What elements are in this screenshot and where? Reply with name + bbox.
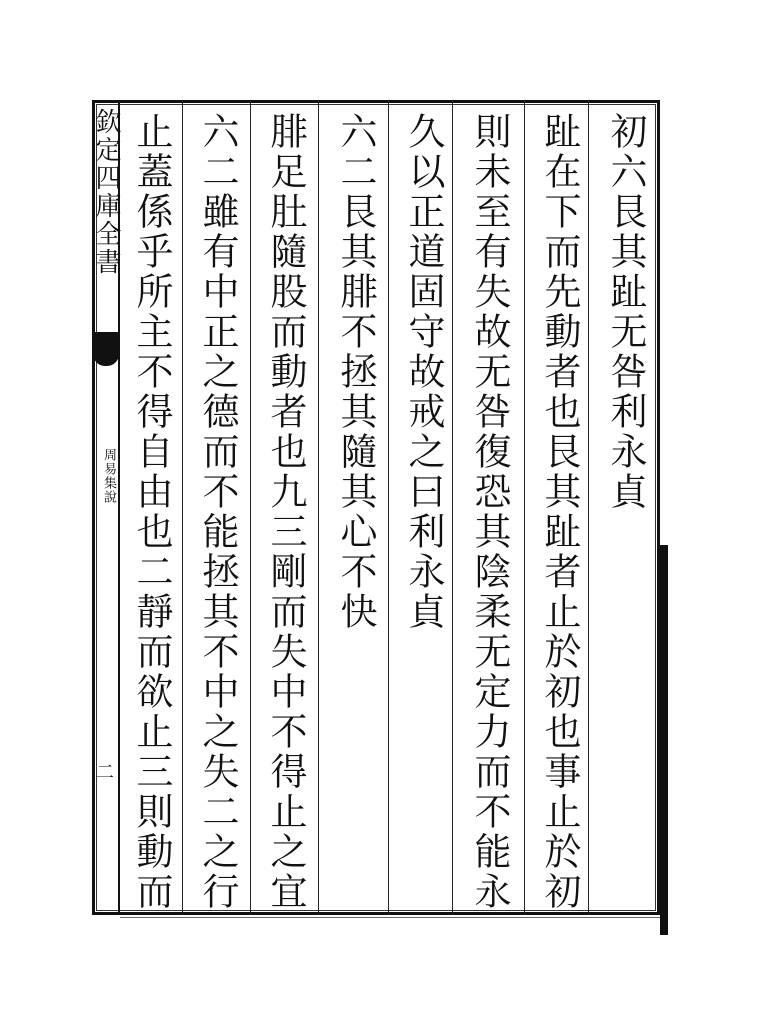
column-rule xyxy=(588,100,589,915)
page-number: 二 xyxy=(93,762,114,780)
column-rule xyxy=(318,100,319,915)
page-edge-shadow xyxy=(660,545,668,935)
text-column-7: 六二雖有中正之德而不能拯其不中之失二之行 xyxy=(196,112,239,912)
series-title: 欽定四庫全書 xyxy=(91,108,121,276)
text-column-1: 初六艮其趾无咎利永貞 xyxy=(604,112,647,512)
text-column-3: 則未至有失故无咎復恐其陰柔无定力而不能永 xyxy=(468,112,511,912)
column-rule xyxy=(250,100,251,915)
text-column-5: 六二艮其腓不拯其隨其心不快 xyxy=(334,112,377,632)
text-column-2: 趾在下而先動者也艮其趾者止於初也事止於初 xyxy=(538,112,581,912)
fish-tail-mark-icon xyxy=(93,332,119,366)
bottom-rule xyxy=(120,917,660,918)
column-rule xyxy=(452,100,453,915)
column-rule xyxy=(388,100,389,915)
text-column-4: 久以正道固守故戒之曰利永貞 xyxy=(402,112,445,632)
book-title: 周易集說 xyxy=(101,448,116,504)
text-column-8: 止蓋係乎所主不得自由也二靜而欲止三則動而 xyxy=(130,112,173,912)
column-rule xyxy=(524,100,525,915)
column-rule xyxy=(182,100,183,915)
text-column-6: 腓足肚隨股而動者也九三剛而失中不得止之宜 xyxy=(264,112,307,912)
